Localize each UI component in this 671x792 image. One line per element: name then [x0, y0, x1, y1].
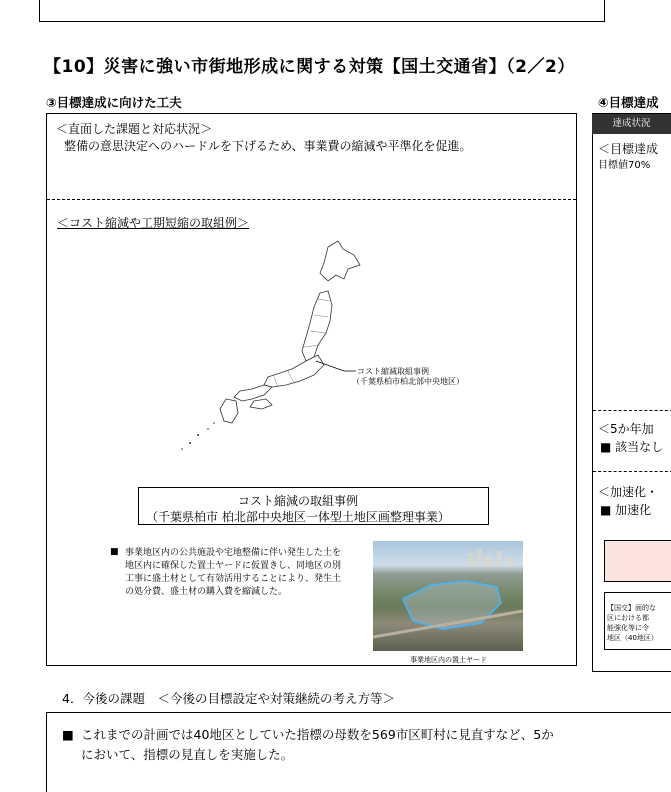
note-line-4: 地区（40地区）	[607, 634, 658, 642]
footer-line-1: これまでの計画では40地区としていた指標の母数を569市区町村に見直すなど、5か	[81, 727, 554, 742]
goal-heading: ＜目標達成	[598, 142, 659, 156]
accel-highlight-bar	[604, 540, 671, 582]
future-issues-heading: 4．今後の課題 ＜今後の目標設定や対策継続の考え方等＞	[62, 691, 395, 706]
left-divider	[47, 199, 576, 200]
case-bullet-symbol: ■	[110, 547, 119, 557]
japan-map	[168, 235, 368, 455]
case-title-line2: （千葉県柏市 柏北部中央地区一体型土地区画整理事業）	[146, 510, 450, 524]
five-year-heading: ＜5か年加	[598, 422, 654, 436]
five-year-text: ■ 該当なし	[600, 440, 664, 454]
right-divider-2	[593, 471, 671, 472]
case-title-line1: コスト縮減の取組事例	[238, 494, 359, 508]
map-label-line1: コスト縮減取組事例	[357, 367, 429, 376]
note-line-1: 【国交】面的な	[607, 604, 656, 612]
goal-text: 目標値70%	[598, 160, 651, 171]
cost-heading: ＜コスト縮減や工期短縮の取組例＞	[57, 216, 250, 230]
soil-yard-photo	[373, 541, 523, 651]
issue-heading: ＜直面した課題と対応状況＞	[56, 122, 213, 136]
page-title: 【10】災害に強い市街地形成に関する対策【国土交通省】（2／2）	[44, 57, 575, 77]
map-label-line2: （千葉県柏市柏北部中央地区）	[352, 377, 464, 386]
issue-text: 整備の意思決定へのハードルを下げるため、事業費の縮減や平準化を促進。	[64, 139, 472, 153]
note-line-2: 区における都	[607, 614, 649, 622]
photo-caption: 事業地区内の置土ヤード	[410, 656, 487, 664]
right-section-title: ④目標達成	[598, 95, 659, 110]
case-bullet-text: 事業地区内の公共施設や宅地整備に伴い発生した土を地区内に確保した置土ヤードに仮置きし、同地区の別工事に盛土材として有効活用することにより、発生土の処分費、盛土材の購入費を縮減した。	[125, 548, 342, 597]
accel-text: ■ 加速化	[600, 503, 652, 517]
accel-heading: ＜加速化・	[598, 485, 659, 499]
right-panel	[592, 113, 671, 672]
status-bar-label: 達成状況	[612, 118, 651, 129]
note-line-3: 能強化等に令	[607, 624, 649, 632]
footer-bullet-symbol: ■	[62, 727, 74, 742]
left-section-title: ③目標達成に向けた工夫	[46, 95, 182, 110]
top-remnant-box	[39, 0, 605, 22]
status-bar	[592, 114, 671, 134]
footer-line-2: において、指標の見直しを実施した。	[81, 747, 294, 762]
right-divider-1	[593, 410, 671, 411]
